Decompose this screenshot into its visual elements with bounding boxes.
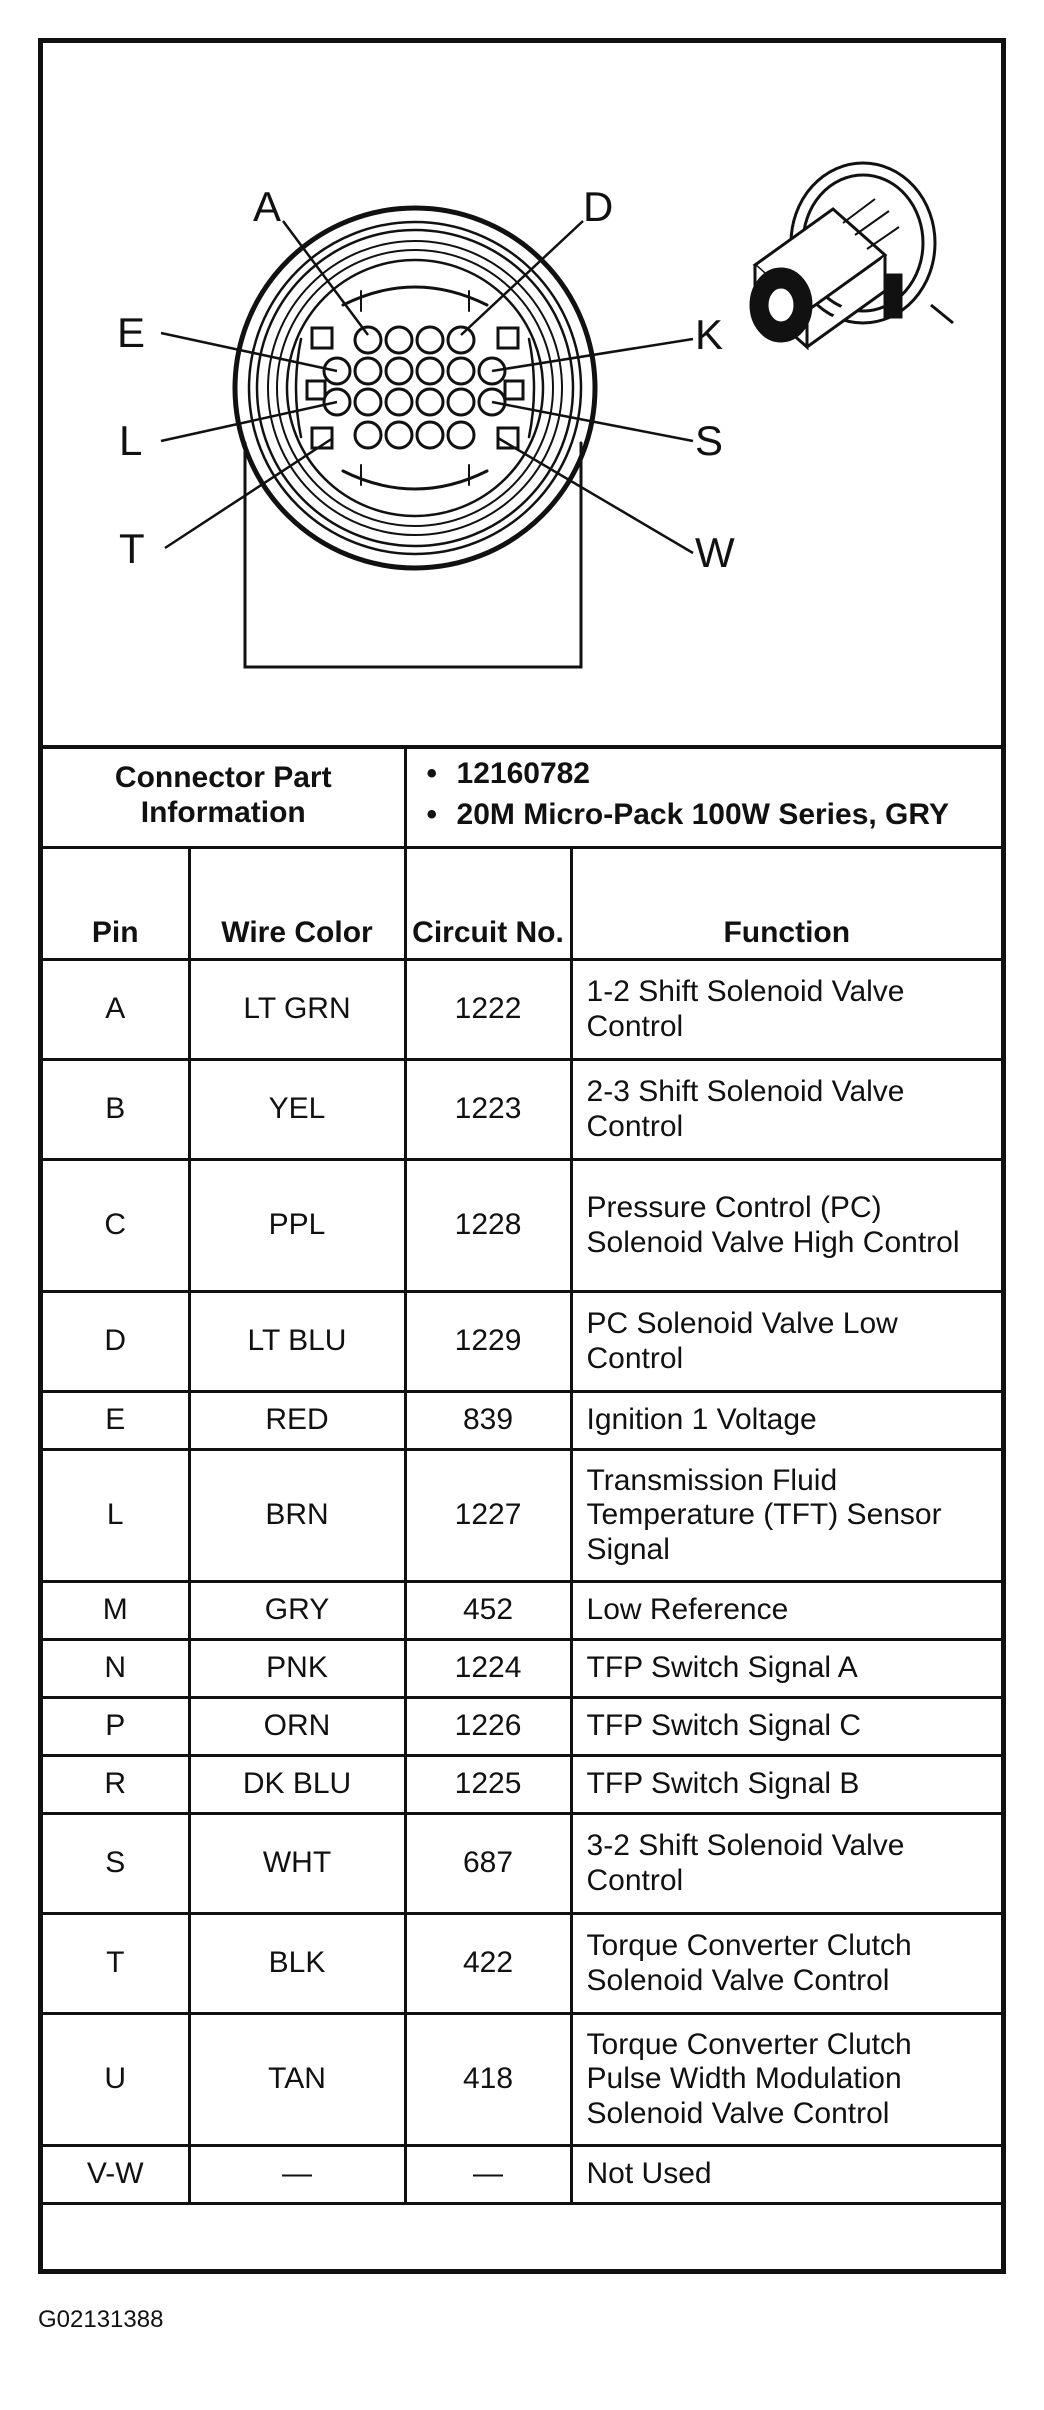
wire-color-cell: YEL bbox=[189, 1060, 405, 1160]
table-row bbox=[43, 1698, 1001, 1756]
function-cell: TFP Switch Signal A bbox=[571, 1640, 1001, 1698]
circuit-cell: 1229 bbox=[405, 1292, 571, 1392]
circuit-cell: — bbox=[405, 2146, 571, 2204]
circuit-cell: 1225 bbox=[405, 1756, 571, 1814]
pin-label-l: L bbox=[119, 417, 143, 464]
header-function: Function bbox=[571, 848, 1001, 960]
circuit-cell: 418 bbox=[405, 2014, 571, 2146]
pin-label-t: T bbox=[119, 525, 145, 572]
pin-cell: A bbox=[43, 960, 189, 1060]
pin-label-d: D bbox=[583, 183, 614, 230]
wire-color-cell: GRY bbox=[189, 1582, 405, 1640]
table-row bbox=[43, 1392, 1001, 1450]
header-pin: Pin bbox=[43, 848, 189, 960]
wire-color-cell: PNK bbox=[189, 1640, 405, 1698]
table-row bbox=[43, 1450, 1001, 1582]
connector-diagram bbox=[43, 43, 1001, 749]
pin-cell: D bbox=[43, 1292, 189, 1392]
function-cell: 1-2 Shift Solenoid Valve Control bbox=[571, 960, 1001, 1060]
circuit-cell: 1222 bbox=[405, 960, 571, 1060]
pin-cell: P bbox=[43, 1698, 189, 1756]
wire-color-cell: BLK bbox=[189, 1914, 405, 2014]
function-cell: PC Solenoid Valve Low Control bbox=[571, 1292, 1001, 1392]
pin-cell: V-W bbox=[43, 2146, 189, 2204]
pin-cell: E bbox=[43, 1392, 189, 1450]
function-cell: Ignition 1 Voltage bbox=[571, 1392, 1001, 1450]
part-number: 12160782 bbox=[456, 757, 590, 790]
wire-color-cell: — bbox=[189, 2146, 405, 2204]
circuit-cell: 1223 bbox=[405, 1060, 571, 1160]
table-row bbox=[43, 1292, 1001, 1392]
pin-cell: T bbox=[43, 1914, 189, 2014]
table-row bbox=[43, 1160, 1001, 1292]
pin-label-s: S bbox=[695, 417, 724, 464]
wire-color-cell: LT BLU bbox=[189, 1292, 405, 1392]
wire-color-cell: ORN bbox=[189, 1698, 405, 1756]
function-cell: Pressure Control (PC) Solenoid Valve High Control bbox=[571, 1160, 1001, 1292]
table-row bbox=[43, 1756, 1001, 1814]
pin-cell: S bbox=[43, 1814, 189, 1914]
part-info: • 12160782 • 20M Micro-Pack 100W Series, GRY bbox=[405, 745, 1001, 848]
connector-frame bbox=[38, 38, 1006, 2274]
wire-color-cell: RED bbox=[189, 1392, 405, 1450]
pin-label-a: A bbox=[253, 183, 282, 230]
pin-label-e: E bbox=[117, 309, 146, 356]
pin-cell: C bbox=[43, 1160, 189, 1292]
function-cell: 2-3 Shift Solenoid Valve Control bbox=[571, 1060, 1001, 1160]
circuit-cell: 1228 bbox=[405, 1160, 571, 1292]
pin-cell: N bbox=[43, 1640, 189, 1698]
circuit-cell: 1226 bbox=[405, 1698, 571, 1756]
pin-cell: B bbox=[43, 1060, 189, 1160]
circuit-cell: 452 bbox=[405, 1582, 571, 1640]
function-cell: Torque Converter Clutch Solenoid Valve Control bbox=[571, 1914, 1001, 2014]
connector-info-label: Connector Part Information bbox=[43, 745, 405, 848]
circuit-cell: 422 bbox=[405, 1914, 571, 2014]
table-row bbox=[43, 1814, 1001, 1914]
wire-color-cell: WHT bbox=[189, 1814, 405, 1914]
pin-cell: R bbox=[43, 1756, 189, 1814]
table-row bbox=[43, 1582, 1001, 1640]
pin-label-w: W bbox=[695, 529, 735, 576]
connector-face-icon bbox=[43, 43, 1001, 749]
circuit-cell: 1227 bbox=[405, 1450, 571, 1582]
header-wire-color: Wire Color bbox=[189, 848, 405, 960]
function-cell: Not Used bbox=[571, 2146, 1001, 2204]
table-row bbox=[43, 2146, 1001, 2204]
table-row bbox=[43, 1914, 1001, 2014]
circuit-cell: 687 bbox=[405, 1814, 571, 1914]
table-row bbox=[43, 960, 1001, 1060]
table-row bbox=[43, 1640, 1001, 1698]
pin-cell: M bbox=[43, 1582, 189, 1640]
header-circuit: Circuit No. bbox=[405, 848, 571, 960]
function-cell: 3-2 Shift Solenoid Valve Control bbox=[571, 1814, 1001, 1914]
table-row bbox=[43, 1060, 1001, 1160]
connector-body-icon bbox=[751, 163, 953, 347]
figure-id: G02131388 bbox=[38, 2306, 164, 2333]
wire-color-cell: BRN bbox=[189, 1450, 405, 1582]
wire-color-cell: TAN bbox=[189, 2014, 405, 2146]
connector-table bbox=[43, 745, 1001, 2205]
wire-color-cell: DK BLU bbox=[189, 1756, 405, 1814]
function-cell: TFP Switch Signal C bbox=[571, 1698, 1001, 1756]
function-cell: Torque Converter Clutch Pulse Width Modulation Solenoid Valve Control bbox=[571, 2014, 1001, 2146]
function-cell: Transmission Fluid Temperature (TFT) Sensor Signal bbox=[571, 1450, 1001, 1582]
function-cell: TFP Switch Signal B bbox=[571, 1756, 1001, 1814]
table-row bbox=[43, 2014, 1001, 2146]
circuit-cell: 839 bbox=[405, 1392, 571, 1450]
wire-color-cell: LT GRN bbox=[189, 960, 405, 1060]
circuit-cell: 1224 bbox=[405, 1640, 571, 1698]
pin-label-k: K bbox=[695, 311, 724, 358]
pin-cell: L bbox=[43, 1450, 189, 1582]
part-series: 20M Micro-Pack 100W Series, GRY bbox=[456, 797, 949, 831]
wire-color-cell: PPL bbox=[189, 1160, 405, 1292]
function-cell: Low Reference bbox=[571, 1582, 1001, 1640]
pin-cell: U bbox=[43, 2014, 189, 2146]
